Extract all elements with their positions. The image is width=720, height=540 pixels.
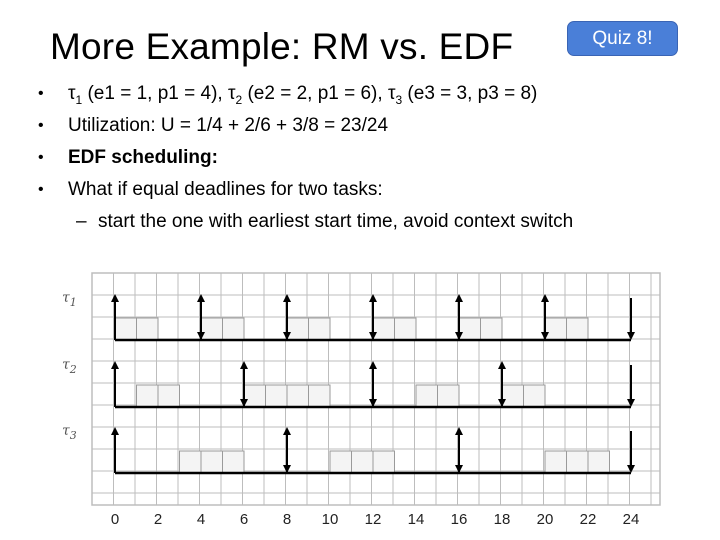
exec-block-3 bbox=[373, 451, 395, 473]
exec-block-1 bbox=[201, 318, 223, 340]
exec-block-3 bbox=[545, 451, 567, 473]
task-label-1: $\tau_1$ bbox=[62, 290, 77, 309]
exec-block-2 bbox=[309, 385, 331, 407]
tasks-text bbox=[68, 83, 538, 107]
x-tick-label: 16 bbox=[450, 511, 468, 528]
task-label-3: $\tau_3$ bbox=[62, 423, 77, 442]
task3-params: (e3 = 3, p3 = 8) bbox=[402, 83, 538, 104]
bullet-dot: • bbox=[38, 181, 44, 198]
x-tick-label: 6 bbox=[239, 511, 249, 528]
bullet-list bbox=[38, 78, 720, 238]
quiz-badge: Quiz 8! bbox=[567, 21, 678, 56]
x-tick-label: 18 bbox=[493, 511, 511, 528]
exec-block-1 bbox=[459, 318, 481, 340]
exec-block-1 bbox=[373, 318, 395, 340]
exec-block-2 bbox=[137, 385, 159, 407]
exec-block-2 bbox=[158, 385, 180, 407]
tau3-symbol: $\tau_3$ bbox=[387, 83, 403, 107]
task2-params: (e2 = 2, p1 = 6), bbox=[242, 83, 388, 104]
x-tick-label: 20 bbox=[536, 511, 554, 528]
exec-block-1 bbox=[567, 318, 589, 340]
utilization-text: Utilization: U = 1/4 + 2/6 + 3/8 = 23/24 bbox=[68, 115, 389, 136]
exec-block-2 bbox=[266, 385, 288, 407]
exec-block-3 bbox=[201, 451, 223, 473]
bullet-dot: • bbox=[38, 85, 44, 102]
tau1-symbol: $\tau_1$ bbox=[68, 83, 83, 107]
exec-block-2 bbox=[287, 385, 309, 407]
x-tick-label: 14 bbox=[407, 511, 425, 528]
exec-block-3 bbox=[567, 451, 589, 473]
x-tick-label: 8 bbox=[282, 511, 292, 528]
bullet-tasks bbox=[38, 78, 720, 110]
exec-block-2 bbox=[524, 385, 546, 407]
schedule-chart bbox=[60, 268, 670, 533]
x-tick-label: 0 bbox=[110, 511, 120, 528]
exec-block-3 bbox=[180, 451, 202, 473]
exec-block-3 bbox=[588, 451, 610, 473]
x-tick-label: 10 bbox=[321, 511, 339, 528]
exec-block-2 bbox=[244, 385, 266, 407]
bullet-question bbox=[38, 174, 720, 206]
exec-block-3 bbox=[223, 451, 245, 473]
x-tick-label: 4 bbox=[196, 511, 206, 528]
task-label-2: $\tau_2$ bbox=[62, 357, 77, 376]
exec-block-2 bbox=[502, 385, 524, 407]
exec-block-1 bbox=[309, 318, 331, 340]
bullet-dot: • bbox=[38, 149, 44, 166]
exec-block-1 bbox=[545, 318, 567, 340]
exec-block-1 bbox=[395, 318, 417, 340]
exec-block-1 bbox=[223, 318, 245, 340]
bullet-utilization bbox=[38, 110, 720, 142]
exec-block-3 bbox=[352, 451, 374, 473]
x-tick-label: 12 bbox=[364, 511, 382, 528]
x-tick-label: 22 bbox=[579, 511, 597, 528]
exec-block-3 bbox=[330, 451, 352, 473]
tau2-symbol: $\tau_2$ bbox=[227, 83, 243, 107]
exec-block-2 bbox=[416, 385, 438, 407]
exec-block-1 bbox=[287, 318, 309, 340]
exec-block-1 bbox=[115, 318, 137, 340]
slide-title: More Example: RM vs. EDF bbox=[50, 26, 514, 67]
task1-params: (e1 = 1, p1 = 4), bbox=[82, 83, 228, 104]
question-text: What if equal deadlines for two tasks: bbox=[68, 179, 383, 200]
exec-block-1 bbox=[137, 318, 159, 340]
exec-block-2 bbox=[438, 385, 460, 407]
x-tick-label: 24 bbox=[622, 511, 640, 528]
bullet-edf bbox=[38, 142, 720, 174]
exec-block-1 bbox=[481, 318, 503, 340]
answer-text: start the one with earliest start time, avoid context switch bbox=[98, 211, 574, 232]
x-tick-label: 2 bbox=[153, 511, 163, 528]
bullet-dot: • bbox=[38, 117, 44, 134]
dash-marker: – bbox=[76, 211, 87, 232]
edf-text: EDF scheduling: bbox=[68, 147, 218, 168]
sub-bullet-answer bbox=[38, 206, 720, 238]
